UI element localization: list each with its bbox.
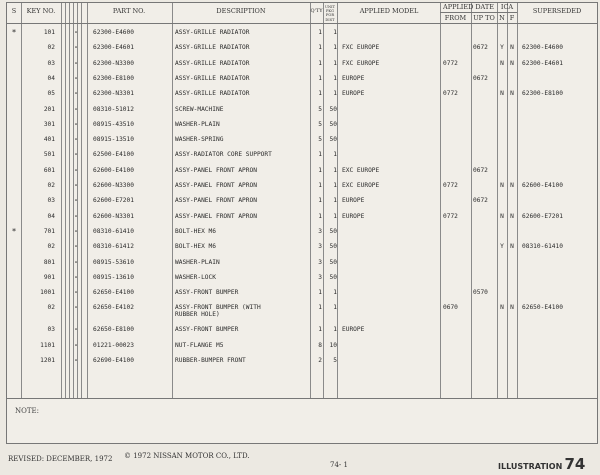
illustration-text: ILLUSTRATION <box>498 462 563 471</box>
cell-desc: WASHER-PLAIN <box>175 258 220 266</box>
cell-n: Y <box>500 44 504 52</box>
cell-sup: 62300-E4601 <box>522 59 563 67</box>
table-row <box>7 60 597 74</box>
cell-model: FXC EUROPE <box>342 59 380 67</box>
cell-upto: 0672 <box>473 74 488 82</box>
cell-qty: 5 <box>318 120 322 128</box>
cell-sup: 62600-E7201 <box>522 212 563 220</box>
cell-dash: - <box>74 74 78 82</box>
cell-dash: - <box>74 243 78 251</box>
table-row <box>7 75 597 89</box>
cell-desc: ASSY-GRILLE RADIATOR <box>175 74 250 82</box>
header-from: FROM <box>444 14 467 22</box>
cell-key: 03 <box>47 59 55 67</box>
cell-key: 04 <box>47 74 55 82</box>
cell-key: 101 <box>43 29 55 36</box>
cell-part: 62600-N3300 <box>93 182 134 189</box>
cell-dash: - <box>74 197 78 205</box>
header-ica-f: F <box>509 14 515 22</box>
cell-qty: 1 <box>318 90 322 98</box>
cell-from: 0772 <box>443 59 458 67</box>
table-row <box>7 274 597 288</box>
cell-part: 62650-E4100 <box>93 289 134 297</box>
cell-part: 08310-51012 <box>93 105 134 113</box>
cell-part: 08915-13610 <box>93 273 134 281</box>
cell-part: 62300-N3301 <box>93 90 134 98</box>
cell-desc: WASHER-PLAIN <box>175 120 220 128</box>
cell-qty: 1 <box>318 289 322 297</box>
cell-part: 62650-E8100 <box>93 326 134 334</box>
header-qty: Q'TY <box>310 8 323 14</box>
cell-desc: SCREW-MACHINE <box>175 105 224 113</box>
cell-model: EUROPE <box>342 326 365 334</box>
header-superseded: SUPERSEDED <box>532 7 582 15</box>
cell-n: N <box>500 90 504 98</box>
cell-qty: 1 <box>318 59 322 67</box>
cell-desc: ASSY-RADIATOR CORE SUPPORT <box>175 151 272 159</box>
cell-from: 0670 <box>443 304 458 312</box>
cell-f: N <box>510 59 514 67</box>
cell-part: 62300-E4601 <box>93 44 134 52</box>
cell-part: 62600-E7201 <box>93 197 134 205</box>
table-row <box>7 106 597 120</box>
cell-upto: 0672 <box>473 166 488 174</box>
cell-desc: ASSY-PANEL FRONT APRON <box>175 166 257 174</box>
cell-desc: BOLT-HEX M6 <box>175 243 216 251</box>
cell-qty: 8 <box>318 341 322 349</box>
cell-qty: 3 <box>318 273 322 281</box>
cell-unit: 1 <box>333 182 337 189</box>
cell-desc: ASSY-PANEL FRONT APRON <box>175 182 257 189</box>
cell-f: N <box>510 182 514 189</box>
cell-desc: ASSY-FRONT BUMPER <box>175 326 239 334</box>
cell-upto: 0672 <box>473 197 488 205</box>
table-row <box>7 167 597 181</box>
table-row <box>7 121 597 135</box>
parts-sheet <box>6 2 598 444</box>
cell-unit: 50 <box>329 120 337 128</box>
cell-qty: 1 <box>318 44 322 52</box>
cell-from: 0772 <box>443 182 458 189</box>
cell-desc: ASSY-PANEL FRONT APRON <box>175 212 257 220</box>
table-row <box>7 326 597 340</box>
cell-f: N <box>510 304 514 312</box>
table-row <box>7 44 597 58</box>
cell-qty: 2 <box>318 357 322 364</box>
cell-key: 02 <box>47 243 55 251</box>
cell-part: 01221-00023 <box>93 341 134 349</box>
cell-key: 1101 <box>40 341 55 349</box>
cell-key: 401 <box>43 136 55 144</box>
revised-date: REVISED: DECEMBER, 1972 <box>8 455 113 463</box>
table-row <box>7 151 597 165</box>
cell-unit: 5 <box>333 357 337 364</box>
header-key-no: KEY NO. <box>26 7 56 15</box>
cell-unit: 1 <box>333 59 337 67</box>
cell-sup: 62300-E8100 <box>522 90 563 98</box>
cell-desc: ASSY-FRONT BUMPER (WITH <box>175 304 261 312</box>
cell-qty: 1 <box>318 212 322 220</box>
cell-dash: - <box>74 182 78 189</box>
cell-qty: 5 <box>318 136 322 144</box>
cell-part: 08310-61412 <box>93 243 134 251</box>
cell-qty: 1 <box>318 197 322 205</box>
cell-dash: - <box>74 120 78 128</box>
cell-n: N <box>500 212 504 220</box>
cell-qty: 3 <box>318 227 322 235</box>
cell-part: 62500-E4100 <box>93 151 134 159</box>
cell-part: 08915-53610 <box>93 258 134 266</box>
header-applied-date: APPLIED DATE <box>443 3 494 11</box>
header-unit-pkg: UNIT PKG FOR DIST <box>325 5 335 22</box>
cell-dash: - <box>74 258 78 266</box>
cell-dash: - <box>74 105 78 113</box>
cell-desc: ASSY-GRILLE RADIATOR <box>175 90 250 98</box>
cell-part: 62300-N3300 <box>93 59 134 67</box>
cell-desc: NUT-FLANGE M5 <box>175 341 224 349</box>
cell-part: 08310-61410 <box>93 227 134 235</box>
cell-desc: WASHER-LOCK <box>175 273 216 281</box>
cell-unit: 50 <box>329 243 337 251</box>
cell-key: 501 <box>43 151 55 159</box>
cell-qty: 1 <box>318 151 322 159</box>
cell-dash: - <box>74 341 78 349</box>
cell-dash: - <box>74 29 78 36</box>
cell-dash: - <box>74 326 78 334</box>
cell-key: 801 <box>43 258 55 266</box>
cell-f: N <box>510 44 514 52</box>
cell-desc: ASSY-GRILLE RADIATOR <box>175 59 250 67</box>
header-part-no: PART NO. <box>112 7 146 15</box>
cell-n: N <box>500 304 504 312</box>
table-row <box>7 136 597 150</box>
cell-dash: - <box>74 136 78 144</box>
cell-dash: - <box>74 357 78 364</box>
cell-s: * <box>11 226 17 236</box>
cell-n: N <box>500 182 504 189</box>
cell-part: 08915-43510 <box>93 120 134 128</box>
cell-sup: 62300-E4600 <box>522 44 563 52</box>
cell-unit: 10 <box>329 341 337 349</box>
cell-unit: 50 <box>329 105 337 113</box>
cell-part: 62300-E4600 <box>93 29 134 36</box>
cell-from: 0772 <box>443 212 458 220</box>
cell-key: 02 <box>47 304 55 312</box>
cell-desc: ASSY-GRILLE RADIATOR <box>175 29 250 36</box>
cell-dash: - <box>74 44 78 52</box>
table-row <box>7 182 597 196</box>
table-row <box>7 228 597 242</box>
cell-key: 02 <box>47 44 55 52</box>
cell-qty: 1 <box>318 166 322 174</box>
table-row <box>7 259 597 273</box>
cell-key: 1201 <box>40 357 55 364</box>
cell-unit: 50 <box>329 136 337 144</box>
cell-key: 04 <box>47 212 55 220</box>
illustration-label <box>498 455 585 473</box>
cell-qty: 3 <box>318 243 322 251</box>
cell-part: 62300-E8100 <box>93 74 134 82</box>
cell-f: N <box>510 212 514 220</box>
cell-desc-continued: RUBBER HOLE) <box>175 311 220 319</box>
cell-desc: WASHER-SPRING <box>175 136 224 144</box>
cell-upto: 0672 <box>473 44 488 52</box>
cell-model: EUROPE <box>342 212 365 220</box>
table-row <box>7 357 597 371</box>
cell-unit: 1 <box>333 197 337 205</box>
cell-key: 03 <box>47 326 55 334</box>
cell-sup: 08310-61410 <box>522 243 563 251</box>
cell-desc: RUBBER-BUMPER FRONT <box>175 357 246 364</box>
cell-model: EXC EUROPE <box>342 166 380 174</box>
cell-part: 62600-N3301 <box>93 212 134 220</box>
header-up-to: UP TO <box>473 14 495 22</box>
cell-key: 901 <box>43 273 55 281</box>
cell-model: EUROPE <box>342 90 365 98</box>
cell-qty: 1 <box>318 304 322 312</box>
cell-unit: 1 <box>333 74 337 82</box>
cell-desc: ASSY-FRONT BUMPER <box>175 289 239 297</box>
table-row <box>7 243 597 257</box>
cell-key: 601 <box>43 166 55 174</box>
cell-upto: 0570 <box>473 289 488 297</box>
cell-qty: 1 <box>318 29 322 36</box>
cell-key: 02 <box>47 182 55 189</box>
cell-unit: 1 <box>333 44 337 52</box>
cell-unit: 1 <box>333 151 337 159</box>
cell-dash: - <box>74 289 78 297</box>
page-number: 74- 1 <box>330 461 348 469</box>
cell-unit: 1 <box>333 29 337 36</box>
table-row <box>7 29 597 43</box>
table-row <box>7 213 597 227</box>
table-row <box>7 289 597 303</box>
header-ica: ICA <box>500 3 514 11</box>
copyright: © 1972 NISSAN MOTOR CO., LTD. <box>124 452 250 460</box>
cell-unit: 1 <box>333 289 337 297</box>
cell-key: 301 <box>43 120 55 128</box>
cell-f: N <box>510 243 514 251</box>
cell-part: 62600-E4100 <box>93 166 134 174</box>
cell-key: 201 <box>43 105 55 113</box>
cell-key: 03 <box>47 197 55 205</box>
cell-unit: 50 <box>329 227 337 235</box>
header-applied-model: APPLIED MODEL <box>359 7 419 15</box>
cell-unit: 1 <box>333 326 337 334</box>
cell-qty: 1 <box>318 326 322 334</box>
cell-unit: 1 <box>333 304 337 312</box>
cell-model: EUROPE <box>342 74 365 82</box>
cell-sup: 62650-E4100 <box>522 304 563 312</box>
cell-s: * <box>11 28 17 37</box>
cell-unit: 50 <box>329 258 337 266</box>
illustration-number: 74 <box>564 455 586 473</box>
note-label: NOTE: <box>15 407 40 415</box>
header-s: S <box>11 7 17 15</box>
cell-f: N <box>510 90 514 98</box>
cell-unit: 1 <box>333 212 337 220</box>
cell-qty: 3 <box>318 258 322 266</box>
cell-model: FXC EUROPE <box>342 44 380 52</box>
cell-desc: BOLT-HEX M6 <box>175 227 216 235</box>
cell-dash: - <box>74 212 78 220</box>
cell-dash: - <box>74 59 78 67</box>
cell-desc: ASSY-PANEL FRONT APRON <box>175 197 257 205</box>
cell-key: 05 <box>47 90 55 98</box>
cell-desc: ASSY-GRILLE RADIATOR <box>175 44 250 52</box>
header-ica-n: N <box>499 14 505 22</box>
cell-part: 62650-E4102 <box>93 304 134 312</box>
cell-qty: 1 <box>318 182 322 189</box>
cell-dash: - <box>74 273 78 281</box>
cell-from: 0772 <box>443 90 458 98</box>
cell-unit: 50 <box>329 273 337 281</box>
cell-key: 701 <box>43 227 55 235</box>
cell-model: EUROPE <box>342 197 365 205</box>
cell-model: EXC EUROPE <box>342 182 380 189</box>
table-row <box>7 197 597 211</box>
cell-unit: 1 <box>333 90 337 98</box>
cell-unit: 1 <box>333 166 337 174</box>
cell-sup: 62600-E4100 <box>522 182 563 189</box>
cell-qty: 1 <box>318 74 322 82</box>
cell-dash: - <box>74 151 78 159</box>
header-description: DESCRIPTION <box>216 7 266 15</box>
cell-key: 1001 <box>40 289 55 297</box>
cell-qty: 5 <box>318 105 322 113</box>
cell-dash: - <box>74 90 78 98</box>
cell-dash: - <box>74 304 78 312</box>
cell-dash: - <box>74 227 78 235</box>
table-row <box>7 304 597 318</box>
cell-part: 08915-13510 <box>93 136 134 144</box>
cell-part: 62690-E4100 <box>93 357 134 364</box>
cell-n: Y <box>500 243 504 251</box>
cell-dash: - <box>74 166 78 174</box>
table-row <box>7 342 597 356</box>
table-row <box>7 90 597 104</box>
cell-n: N <box>500 59 504 67</box>
